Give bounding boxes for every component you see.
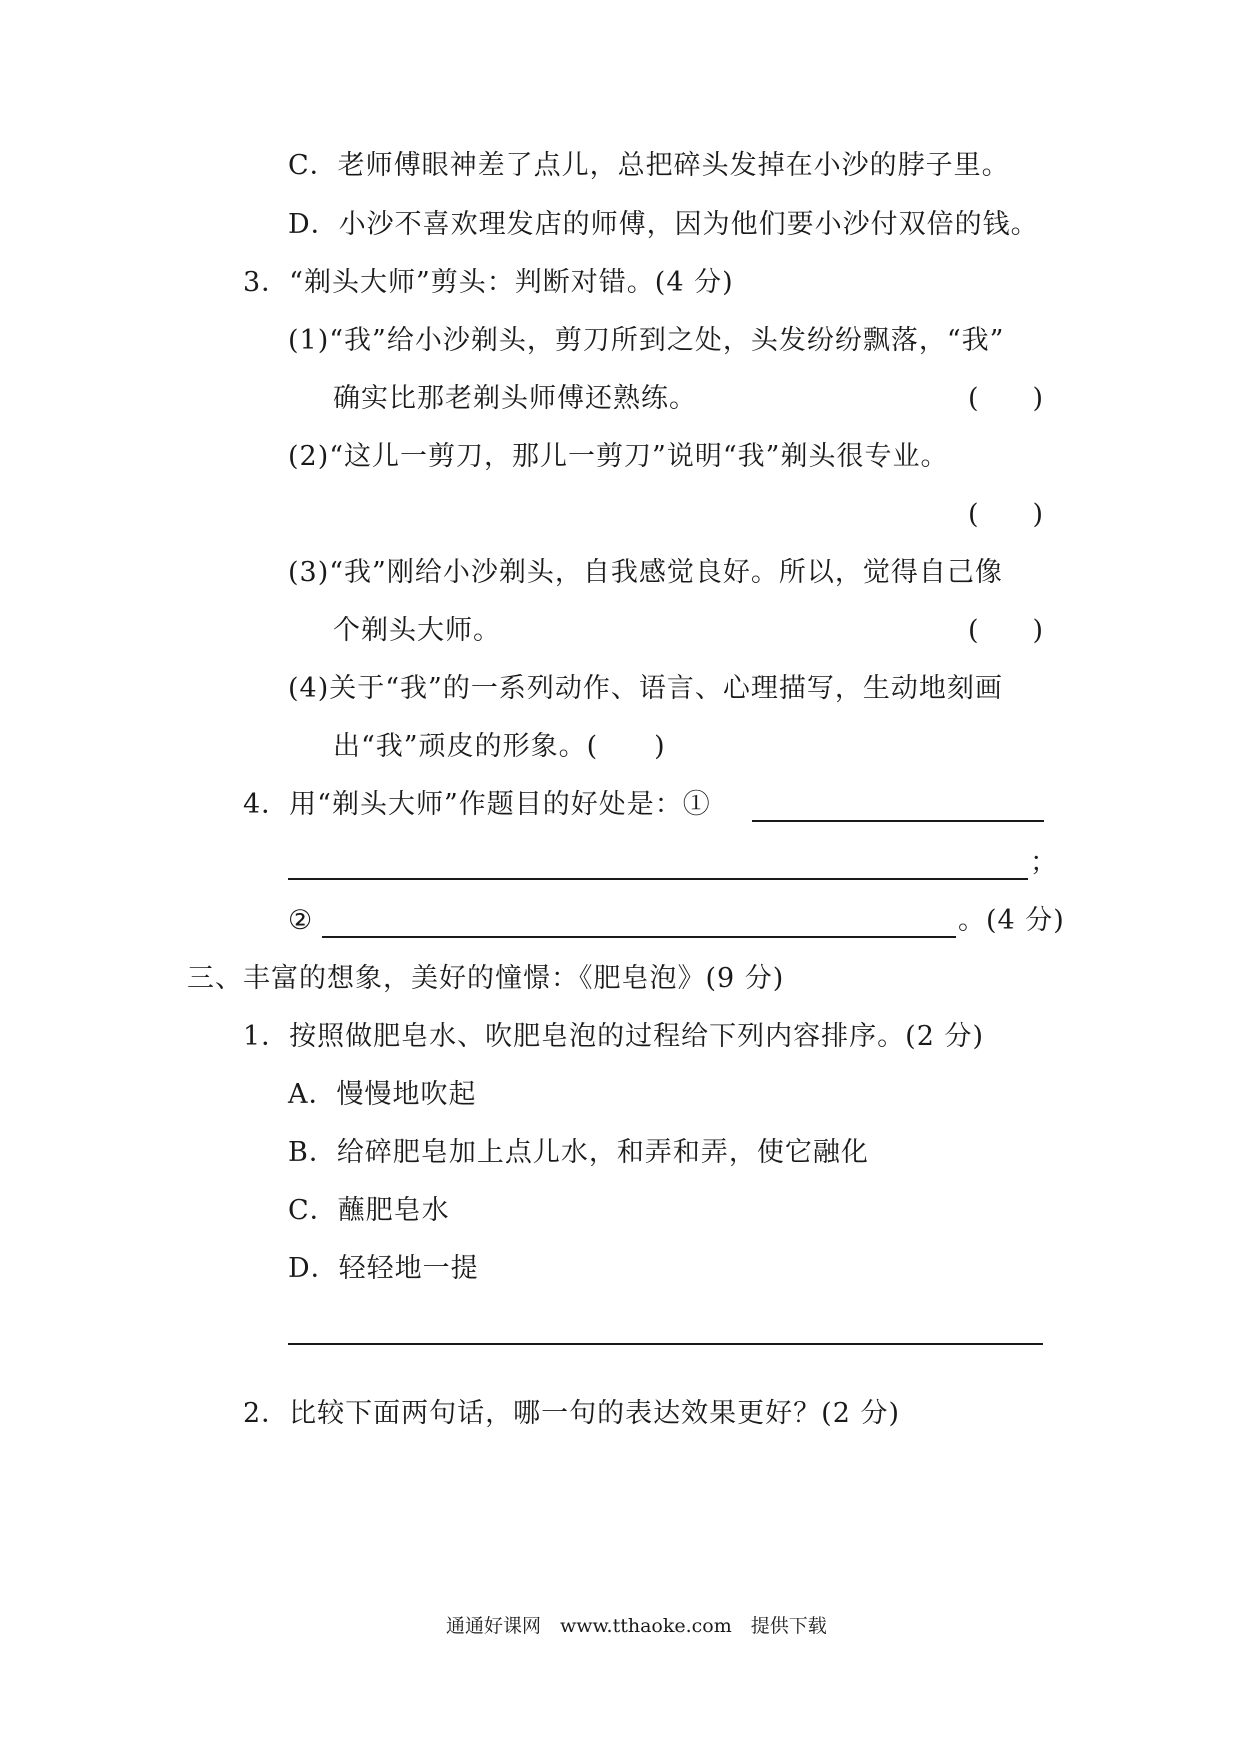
- s3-question-2-title: 2．比较下面两句话，哪一句的表达效果更好？(2 分): [243, 1398, 901, 1429]
- q3-item-2-answer-paren[interactable]: ( ): [968, 499, 1044, 530]
- option-d: D．小沙不喜欢理发店的师傅，因为他们要小沙付双倍的钱。: [288, 209, 1039, 240]
- q3-item-3-line-2: 个剃头大师。: [333, 615, 501, 646]
- q3-item-4-line-1: (4)关于“我”的一系列动作、语言、心理描写，生动地刻画: [288, 673, 1003, 704]
- option-c: C．老师傅眼神差了点儿，总把碎头发掉在小沙的脖子里。: [288, 150, 1010, 181]
- q3-item-4-line-2: 出“我”顽皮的形象。( ): [333, 731, 666, 762]
- s3-option-c: C．蘸肥皂水: [288, 1195, 450, 1226]
- q3-item-1-line-1: (1)“我”给小沙剃头，剪刀所到之处，头发纷纷飘落，“我”: [288, 325, 1005, 356]
- q4-score: 。(4 分): [958, 905, 1065, 936]
- q3-item-1-answer-paren[interactable]: ( ): [968, 383, 1044, 414]
- q4-answer-line-1[interactable]: [752, 820, 1044, 822]
- q3-item-1-line-2: 确实比那老剃头师傅还熟练。: [333, 383, 697, 414]
- q3-item-2-line-1: (2)“这儿一剪刀，那儿一剪刀”说明“我”剃头很专业。: [288, 441, 949, 472]
- s3-option-a: A．慢慢地吹起: [288, 1079, 477, 1110]
- q4-answer-line-3[interactable]: [322, 936, 956, 938]
- section-3-heading: 三、丰富的想象，美好的憧憬：《肥皂泡》(9 分): [187, 963, 785, 994]
- question-3-title: 3．“剃头大师”剪头：判断对错。(4 分): [243, 267, 734, 298]
- s3-option-b: B．给碎肥皂加上点儿水，和弄和弄，使它融化: [288, 1137, 869, 1168]
- s3-option-d: D．轻轻地一提: [288, 1253, 479, 1284]
- question-4-prompt: 4．用“剃头大师”作题目的好处是：①: [243, 789, 711, 820]
- q4-semicolon: ；: [1030, 847, 1058, 878]
- s3-question-1-title: 1．按照做肥皂水、吹肥皂泡的过程给下列内容排序。(2 分): [243, 1021, 985, 1052]
- q4-mark-2: ②: [288, 905, 314, 936]
- q3-item-3-answer-paren[interactable]: ( ): [968, 615, 1044, 646]
- footer-text: 通通好课网 www.tthaoke.com 提供下载: [446, 1615, 827, 1637]
- q4-answer-line-2[interactable]: [288, 878, 1028, 880]
- s3-q1-answer-line[interactable]: [288, 1343, 1043, 1345]
- q3-item-3-line-1: (3)“我”刚给小沙剃头，自我感觉良好。所以，觉得自己像: [288, 557, 1003, 588]
